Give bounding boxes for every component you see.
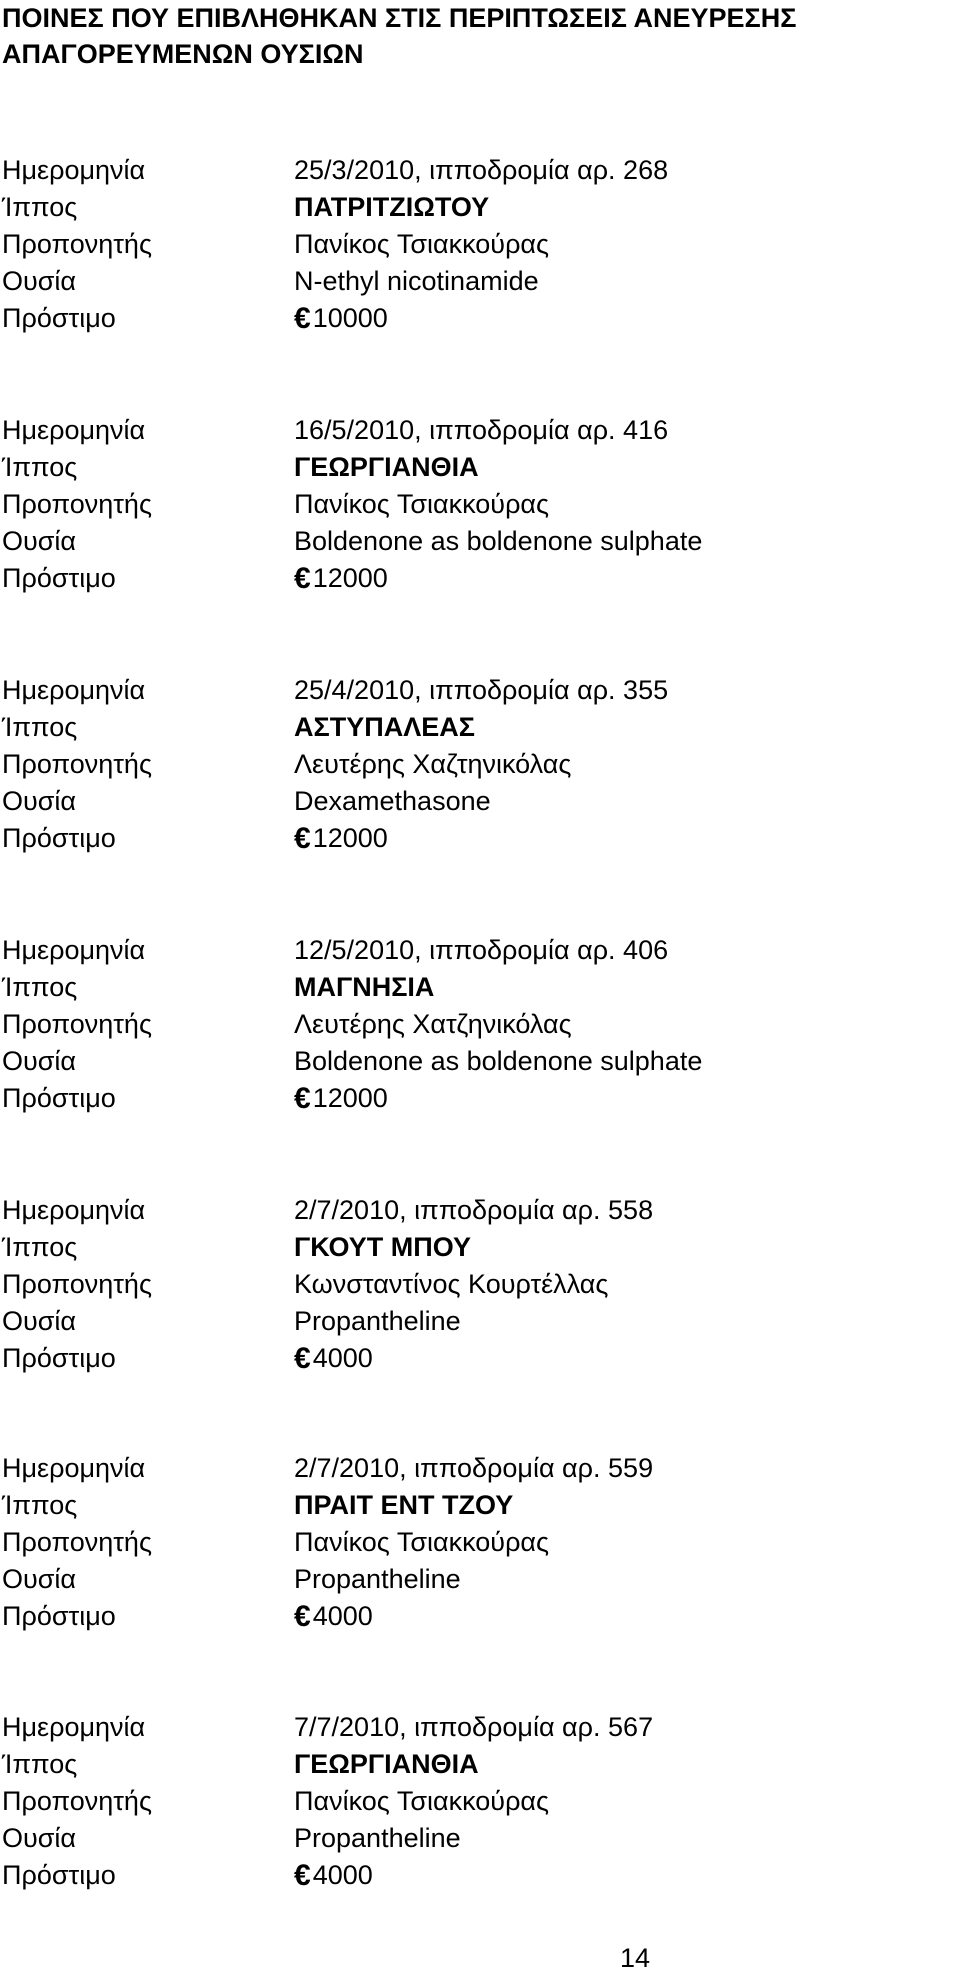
record-3: [2, 672, 942, 857]
fine-row: [2, 1857, 942, 1894]
trainer-row: [2, 746, 942, 783]
fine-amount: 12000: [312, 1083, 388, 1113]
substance-label: Ουσία: [2, 266, 77, 296]
fine-value: [294, 1859, 373, 1893]
fine-amount: 4000: [312, 1343, 373, 1373]
horse-label: Ίππος: [2, 712, 78, 742]
horse-value: ΓΕΩΡΓΙΑΝΘΙΑ: [294, 1749, 479, 1779]
date-label: Ημερομηνία: [2, 1712, 146, 1742]
trainer-row: [2, 1006, 942, 1043]
horse-row: [2, 189, 942, 226]
fine-row: [2, 560, 942, 597]
fine-value: [294, 302, 388, 336]
fine-label: Πρόστιμο: [2, 1343, 116, 1373]
date-value: 25/4/2010, ιπποδρομία αρ. 355: [294, 675, 669, 705]
substance-value: Propantheline: [294, 1306, 461, 1336]
document-title: ΠΟΙΝΕΣ ΠΟΥ ΕΠΙΒΛΗΘΗΚΑΝ ΣΤΙΣ ΠΕΡΙΠΤΩΣΕΙΣ ΑΝΕΥΡΕΣΗΣ ΑΠΑΓΟΡΕΥΜΕΝΩΝ ΟΥΣΙΩΝ: [2, 3, 797, 69]
page-number: 14: [620, 1943, 651, 1973]
horse-row: [2, 709, 942, 746]
fine-row: [2, 300, 942, 337]
euro-sign: €: [294, 301, 311, 335]
euro-sign: €: [294, 1858, 311, 1892]
date-row: [2, 1450, 942, 1487]
fine-amount: 4000: [312, 1860, 373, 1890]
euro-sign: €: [294, 1599, 311, 1633]
record-5: [2, 1192, 942, 1377]
substance-value: Propantheline: [294, 1564, 461, 1594]
date-row: [2, 412, 942, 449]
fine-value: [294, 1082, 388, 1116]
date-row: [2, 932, 942, 969]
euro-sign: €: [294, 821, 311, 855]
date-value: 7/7/2010, ιπποδρομία αρ. 567: [294, 1712, 654, 1742]
substance-value: Propantheline: [294, 1823, 461, 1853]
date-label: Ημερομηνία: [2, 935, 146, 965]
trainer-row: [2, 226, 942, 263]
horse-value: ΓΕΩΡΓΙΑΝΘΙΑ: [294, 452, 479, 482]
date-label: Ημερομηνία: [2, 1453, 146, 1483]
trainer-label: Προπονητής: [2, 1786, 152, 1816]
fine-value: [294, 822, 388, 856]
fine-row: [2, 1340, 942, 1377]
horse-row: [2, 1229, 942, 1266]
trainer-label: Προπονητής: [2, 229, 152, 259]
horse-label: Ίππος: [2, 1749, 78, 1779]
trainer-row: [2, 486, 942, 523]
trainer-value: Πανίκος Τσιακκούρας: [294, 1786, 550, 1816]
fine-amount: 4000: [312, 1601, 373, 1631]
record-2: [2, 412, 942, 597]
trainer-value: Πανίκος Τσιακκούρας: [294, 229, 550, 259]
trainer-value: Λευτέρης Χατζηνικόλας: [294, 1009, 572, 1039]
date-label: Ημερομηνία: [2, 155, 146, 185]
trainer-label: Προπονητής: [2, 1269, 152, 1299]
substance-value: Dexamethasone: [294, 786, 491, 816]
substance-label: Ουσία: [2, 1306, 77, 1336]
substance-label: Ουσία: [2, 786, 77, 816]
substance-label: Ουσία: [2, 1823, 77, 1853]
fine-row: [2, 1080, 942, 1117]
euro-sign: €: [294, 1081, 311, 1115]
date-value: 16/5/2010, ιπποδρομία αρ. 416: [294, 415, 669, 445]
record-6: [2, 1450, 942, 1635]
date-label: Ημερομηνία: [2, 415, 146, 445]
date-value: 2/7/2010, ιπποδρομία αρ. 558: [294, 1195, 654, 1225]
trainer-row: [2, 1266, 942, 1303]
horse-label: Ίππος: [2, 972, 78, 1002]
fine-label: Πρόστιμο: [2, 303, 116, 333]
horse-row: [2, 969, 942, 1006]
euro-sign: €: [294, 561, 311, 595]
fine-amount: 10000: [312, 303, 388, 333]
substance-row: [2, 1561, 942, 1598]
horse-value: ΑΣΤΥΠΑΛΕΑΣ: [294, 712, 475, 742]
trainer-value: Πανίκος Τσιακκούρας: [294, 1527, 550, 1557]
horse-row: [2, 1487, 942, 1524]
trainer-value: Πανίκος Τσιακκούρας: [294, 489, 550, 519]
horse-value: ΓΚΟΥΤ ΜΠΟΥ: [294, 1232, 471, 1262]
trainer-row: [2, 1783, 942, 1820]
substance-value: Boldenone as boldenone sulphate: [294, 526, 703, 556]
horse-value: ΜΑΓΝΗΣΙΑ: [294, 972, 435, 1002]
date-row: [2, 152, 942, 189]
horse-value: ΠΑΤΡΙΤΖΙΩΤΟΥ: [294, 192, 490, 222]
substance-row: [2, 1303, 942, 1340]
trainer-label: Προπονητής: [2, 1527, 152, 1557]
date-row: [2, 1709, 942, 1746]
fine-label: Πρόστιμο: [2, 1860, 116, 1890]
fine-value: [294, 562, 388, 596]
date-value: 25/3/2010, ιπποδρομία αρ. 268: [294, 155, 669, 185]
trainer-value: Λευτέρης Χαζτηνικόλας: [294, 749, 572, 779]
substance-row: [2, 1820, 942, 1857]
substance-row: [2, 1043, 942, 1080]
substance-label: Ουσία: [2, 1564, 77, 1594]
horse-label: Ίππος: [2, 1232, 78, 1262]
date-row: [2, 1192, 942, 1229]
fine-amount: 12000: [312, 563, 388, 593]
substance-value: N-ethyl nicotinamide: [294, 266, 539, 296]
horse-label: Ίππος: [2, 1490, 78, 1520]
fine-amount: 12000: [312, 823, 388, 853]
substance-label: Ουσία: [2, 526, 77, 556]
horse-row: [2, 449, 942, 486]
date-value: 2/7/2010, ιπποδρομία αρ. 559: [294, 1453, 654, 1483]
fine-label: Πρόστιμο: [2, 1601, 116, 1631]
record-4: [2, 932, 942, 1117]
substance-row: [2, 263, 942, 300]
substance-label: Ουσία: [2, 1046, 77, 1076]
trainer-value: Κωνσταντίνος Κουρτέλλας: [294, 1269, 609, 1299]
date-label: Ημερομηνία: [2, 675, 146, 705]
record-7: [2, 1709, 942, 1894]
trainer-row: [2, 1524, 942, 1561]
horse-value: ΠΡΑΙΤ ΕΝΤ ΤΖΟΥ: [294, 1490, 514, 1520]
fine-label: Πρόστιμο: [2, 823, 116, 853]
substance-row: [2, 783, 942, 820]
date-label: Ημερομηνία: [2, 1195, 146, 1225]
fine-row: [2, 1598, 942, 1635]
substance-value: Boldenone as boldenone sulphate: [294, 1046, 703, 1076]
date-value: 12/5/2010, ιπποδρομία αρ. 406: [294, 935, 669, 965]
horse-row: [2, 1746, 942, 1783]
fine-value: [294, 1600, 373, 1634]
fine-label: Πρόστιμο: [2, 563, 116, 593]
substance-row: [2, 523, 942, 560]
date-row: [2, 672, 942, 709]
trainer-label: Προπονητής: [2, 749, 152, 779]
euro-sign: €: [294, 1341, 311, 1375]
trainer-label: Προπονητής: [2, 489, 152, 519]
fine-label: Πρόστιμο: [2, 1083, 116, 1113]
trainer-label: Προπονητής: [2, 1009, 152, 1039]
record-1: [2, 152, 942, 337]
horse-label: Ίππος: [2, 452, 78, 482]
fine-row: [2, 820, 942, 857]
fine-value: [294, 1342, 373, 1376]
horse-label: Ίππος: [2, 192, 78, 222]
